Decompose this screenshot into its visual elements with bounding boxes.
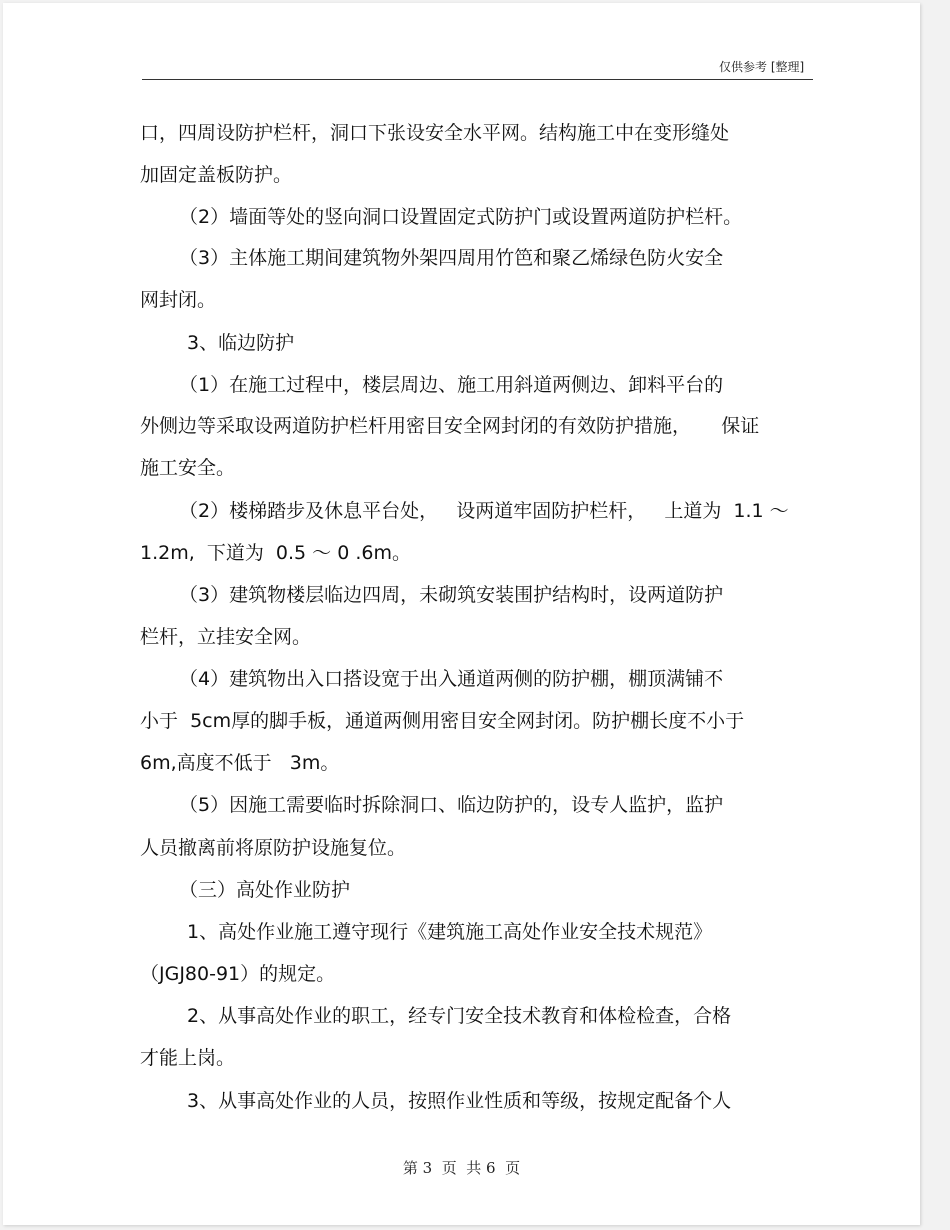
text-line: 加固定盖板防护。 — [140, 164, 293, 186]
text-line: （1）在施工过程中，楼层周边、施工用斜道两侧边、卸料平台的 — [179, 374, 724, 396]
text-line: （5）因施工需要临时拆除洞口、临边防护的，设专人监护，监护 — [179, 794, 724, 816]
text-line: 2、从事高处作业的职工，经专门安全技术教育和体检检查，合格 — [187, 1005, 732, 1027]
text-line: （3）主体施工期间建筑物外架四周用竹笆和聚乙烯绿色防火安全 — [179, 247, 724, 269]
text-line: 小于 5cm厚的脚手板，通道两侧用密目安全网封闭。防护棚长度不小于 — [140, 710, 745, 732]
text-line: 1.2m, 下道为 0.5 ～ 0 .6m。 — [140, 542, 411, 564]
page-number-footer: 第 3 页 共 6 页 — [402, 1159, 521, 1177]
text-line: 施工安全。 — [140, 457, 236, 479]
text-line: 口，四周设防护栏杆，洞口下张设安全水平网。结构施工中在变形缝处 — [140, 122, 730, 144]
text-line: 3、临边防护 — [187, 332, 295, 354]
text-line: 栏杆，立挂安全网。 — [140, 626, 312, 648]
document-page — [3, 3, 920, 1225]
text-line: 3、从事高处作业的人员，按照作业性质和等级，按规定配备个人 — [187, 1090, 732, 1112]
text-line: 人员撤离前将原防护设施复位。 — [140, 837, 407, 859]
text-line: （4）建筑物出入口搭设宽于出入通道两侧的防护棚，棚顶满铺不 — [179, 668, 724, 690]
text-line: （2）楼梯踏步及休息平台处， 设两道牢固防护栏杆， 上道为 1.1 ～ — [179, 500, 789, 522]
text-line: 1、高处作业施工遵守现行《建筑施工高处作业安全技术规范》 — [187, 921, 713, 943]
header-label: 仅供参考 [整理] — [719, 60, 805, 74]
text-line: 才能上岗。 — [140, 1047, 236, 1069]
header-divider — [142, 79, 813, 80]
text-line: 外侧边等采取设两道防护栏杆用密目安全网封闭的有效防护措施， 保证 — [140, 415, 760, 437]
text-line: 网封闭。 — [140, 289, 217, 311]
text-line: 6m,高度不低于 3m。 — [140, 752, 340, 774]
text-line: （2）墙面等处的竖向洞口设置固定式防护门或设置两道防护栏杆。 — [179, 206, 743, 228]
text-line: （三）高处作业防护 — [179, 879, 351, 901]
text-line: （JGJ80-91）的规定。 — [140, 963, 336, 985]
text-line: （3）建筑物楼层临边四周，未砌筑安装围护结构时，设两道防护 — [179, 584, 724, 606]
